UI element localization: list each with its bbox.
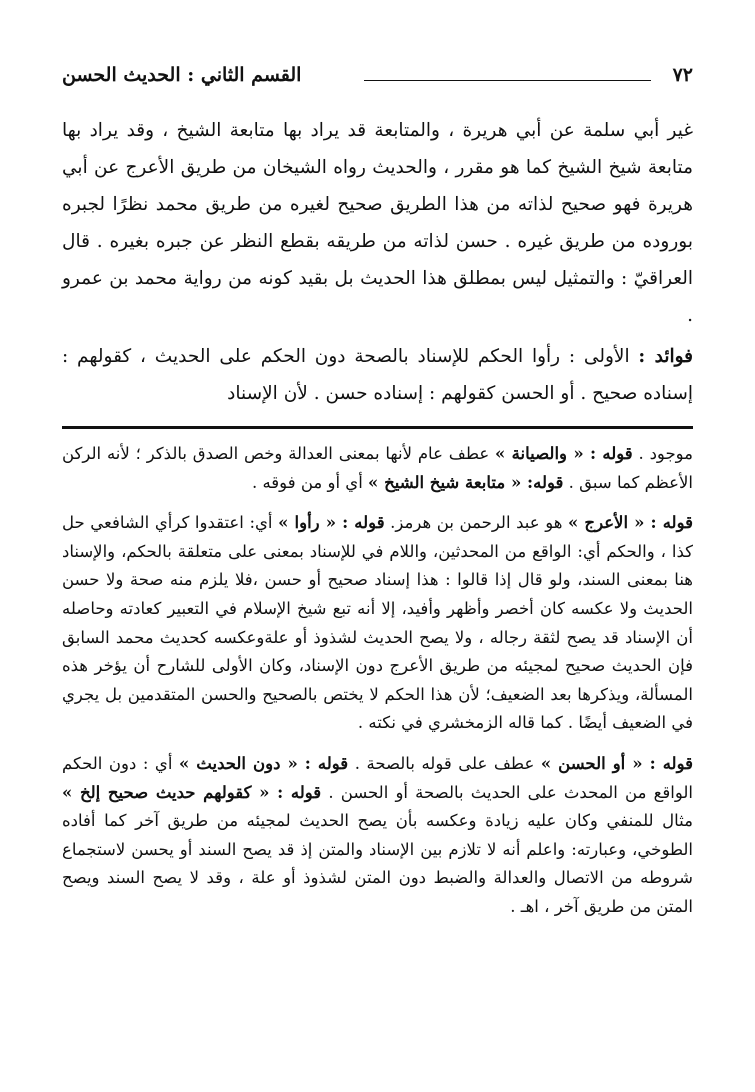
quoted-lemma: قوله : « والصيانة » [495,444,633,463]
quoted-lemma: قوله : « دون الحديث » [178,753,349,773]
commentary-text: عطف عام لأنها بمعنى العدالة وخص الصدق بالذكر ؛ لأنه الركن الأعظم كما سبق . [62,444,693,492]
commentary-text: عطف على قوله بالصحة . [348,753,541,773]
quoted-lemma: قوله : « رأوا » [278,513,385,533]
commentary-text: أي: اعتقدوا كرأي الشافعي حل كذا ، والحكم أي: الواقع من المحدثين، واللام في للإسناد بمعنى على متعلقة بالحكم، والإسناد هنا بمعنى السند، ولو قال إذا قالوا : هذا إسناد صحيح أو حسن ،فلا يلزم منه صحة ولا حسن الحديث ولا عكسه كان أخصر وأظهر وأفيد، إلا أنه تبع شيخ الإسلام في التعبير كعادته وحاصله أن الإسناد قد يصح لثقة رجاله ، ولا يصح الحديث لشذوذ أو علةوعكسه كحديث محمد السابق فإن الحديث صحيح لمجيئه من طريق الأعرج دون الإسناد، وكان الأولى للشارح أن يؤخر هذه المسألة، ويذكرها بعد الضعيف؛ لأن هذا الحكم لا يختص بالصحيح والحسن المتقدمين بل يجري في الضعيف أيضًا . كما قاله الزمخشري في نكته . [62,513,693,733]
quoted-lemma: قوله : « كقولهم حديث صحيح إلخ » [62,782,322,802]
commentary-paragraph [62,509,693,738]
header-rule [364,80,651,81]
commentary-text: موجود . [632,444,693,463]
commentary-text: مثال للمنفي وكان عليه زيادة وعكسه بأن يصح الحديث لمجيئه من طريق آخر كما أفاده الطوخي، وعبارته: واعلم أنه لا تلازم بين الإسناد والمتن إذ قد يصح السند أو يحسن لاستجماع شروطه من الاتصال والعدالة والضبط دون المتن لشذوذ أو علة ، وقد لا يصح السند ويصح المتن من طريق آخر ، اهـ . [62,811,693,916]
page-number: ٧٢ [672,64,693,86]
benefits-paragraph [62,338,693,412]
benefits-label: فوائد : [638,346,694,367]
commentary [62,440,693,922]
quoted-lemma: قوله : « الأعرج » [568,513,693,533]
commentary-text: أي أو من فوقه . [251,472,369,492]
quoted-lemma: قوله: « متابعة شيخ الشيخ » [368,472,564,492]
running-title: القسم الثاني : الحديث الحسن [62,64,302,86]
main-paragraph: غير أبي سلمة عن أبي هريرة ، والمتابعة قد يراد بها متابعة الشيخ ، وقد يراد بها متابعة شيخ الشيخ كما هو مقرر ، والحديث رواه الشيخان من طريق الأعرج عن أبي هريرة فهو صحيح لذاته من هذا الطريق صحيح لغيره من طريق محمد نظرًا لجبره بوروده من طريق غيره . حسن لذاته من طريقه بقطع النظر عن جبره بغيره . قال العراقيّ : والتمثيل ليس بمطلق هذا الحديث بل بقيد كونه من رواية محمد بن عمرو . [62,120,693,326]
main-text [62,112,693,412]
benefits-text: الأولى : رأوا الحكم للإسناد بالصحة دون الحكم على الحديث ، كقولهم : إسناده صحيح . أو الحسن كقولهم : إسناده حسن . لأن الإسناد [62,346,693,404]
commentary-paragraph [62,750,693,922]
footnote-separator [62,426,693,429]
quoted-lemma: قوله : « أو الحسن » [540,753,694,773]
page-header [62,58,693,92]
commentary-paragraph [62,440,693,497]
commentary-text: أي : دون الحكم الواقع من المحدث على الحديث بالصحة أو الحسن . [62,753,693,802]
commentary-text: هو عبد الرحمن بن هرمز. [384,513,569,533]
